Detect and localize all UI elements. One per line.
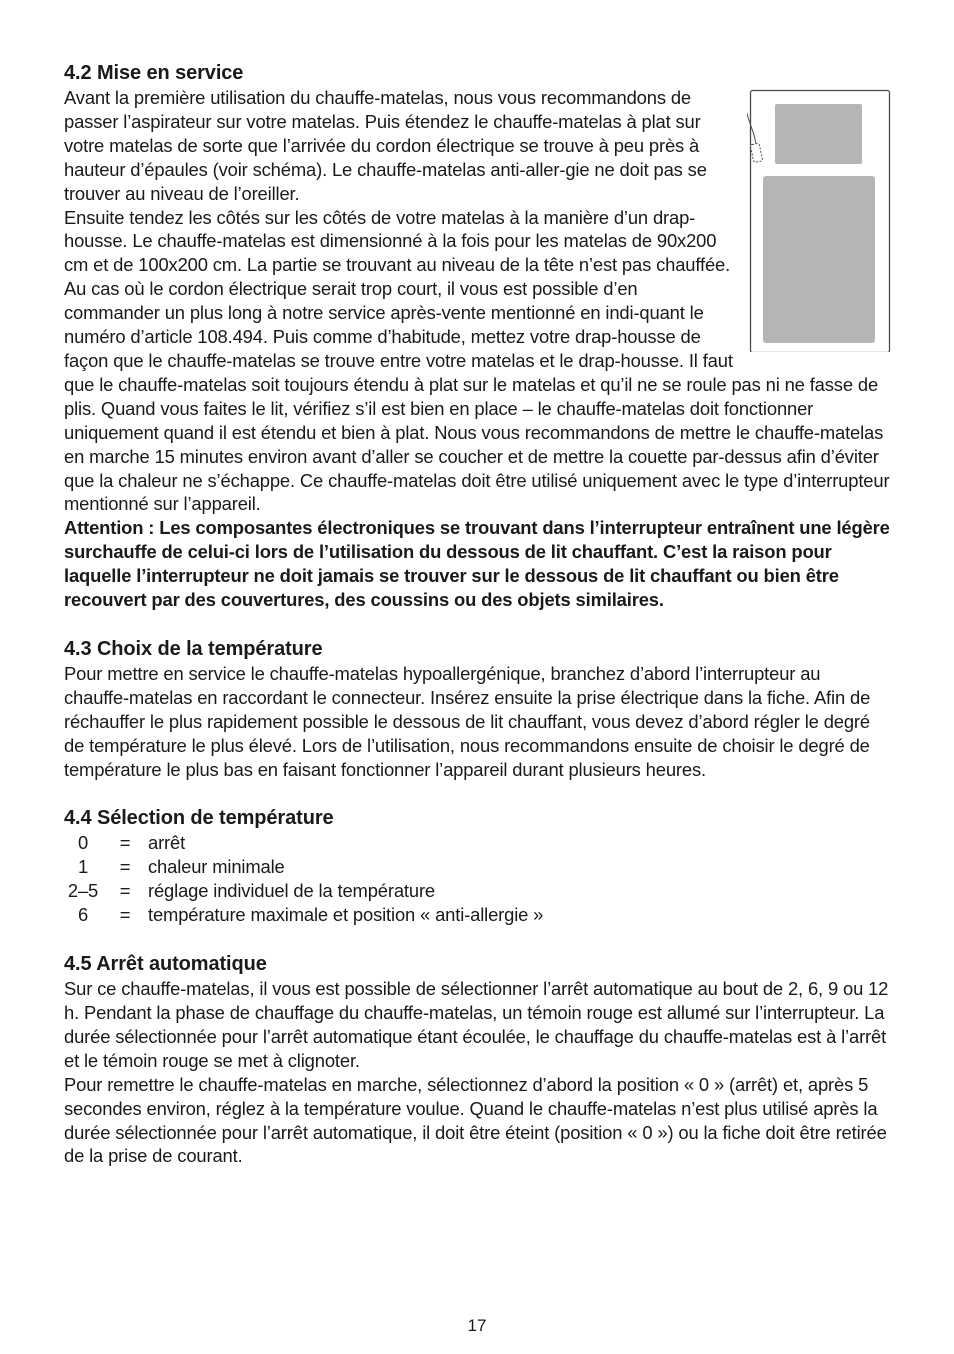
attention-warning: Attention : Les composantes électroniques se trouvant dans l’interrupteur entraînent une légère surchauffe de celui-ci lors de l’utilisation du dessous de lit chauffant. C’est la raison pour laquelle l’interrupteur ne doit jamais se trouver sur le dessous de lit chauffant ou bien être recouvert par des couvertures, des coussins ou des objets similaires. (64, 517, 890, 611)
section-heading: 4.4 Sélection de température (64, 807, 334, 830)
heated-pad (763, 176, 875, 343)
level-value: 1 (77, 856, 89, 878)
paragraph: Avant la première utilisation du chauffe-matelas, nous vous recommandons de passer l’aspirateur sur votre matelas. Puis étendez le chauffe-matelas à plat sur votre matelas de sorte que l’arrivée du cordon électrique se trouve à peu près à hauteur d’épaules (voir schéma). Le chauffe-matelas anti-aller-gie ne doit pas se trouver au niveau de l’oreiller. (64, 87, 707, 204)
paragraph: Pour remettre le chauffe-matelas en marche, sélectionnez d’abord la position « 0 » (arrêt) et, après 5 secondes environ, réglez à la température voulue. Quand le chauffe-matelas n’est plus utilisé après la durée sélectionnée pour l’arrêt automatique, il doit être éteint (position « 0 ») ou la fiche doit être retirée de la prise de courant. (64, 1073, 887, 1167)
level-value: 2–5 (67, 880, 99, 902)
level-description: arrêt (148, 832, 186, 854)
paragraph: Pour mettre en service le chauffe-matelas hypoallergénique, branchez d’abord l’interrupteur au chauffe-matelas en raccordant le connecteur. Insérez ensuite la prise électrique dans la fiche. Afin de réchauffer le plus rapidement possible le dessous de lit chauffant, vous devez d’abord régler le degré de température le plus élevé. Lors de l’utilisation, nous recommandons ensuite de choisir le degré de température le plus bas en faisant fonctionner l’appareil durant plusieurs heures. (64, 662, 871, 780)
paragraph: Au cas où le cordon électrique serait trop court, il vous est possible d’en commander un plus long à notre service après-vente mentionné en indi-quant le numéro d’article 108.494. Puis comme d’habitude, mettez votre drap-housse de façon que le chauffe-matelas se trouve entre votre matelas et le drap-housse. Il faut que le chauffe-matelas soit toujours étendu à plat sur le matelas et qu’il ne se roule pas ni ne fasse de plis. Quand vous faites le lit, vérifiez s’il est bien en place – le chauffe-matelas doit fonctionner uniquement quand il est étendu et bien à plat. Nous vous recommandons de mettre le chauffe-matelas en marche 15 minutes environ avant d’aller se coucher et de mettre la couette par-dessus afin d’éviter que la chaleur ne s’échappe. Ce chauffe-matelas doit être utilisé uniquement avec le type d’interrupteur mentionné sur l’appareil. (64, 278, 890, 515)
section-choix-temperature (64, 636, 890, 782)
section-arret-automatique (64, 951, 890, 1168)
equals-sign: = (119, 904, 131, 926)
level-description: chaleur minimale (148, 856, 285, 878)
table-row (64, 879, 543, 903)
table-row (64, 831, 543, 855)
section-heading: 4.3 Choix de la température (64, 637, 323, 660)
level-description: température maximale et position « anti-allergie » (148, 904, 544, 926)
mattress-diagram (747, 88, 891, 352)
table-row (64, 855, 543, 879)
section-heading: 4.5 Arrêt automatique (64, 953, 267, 976)
paragraph: Sur ce chauffe-matelas, il vous est possible de sélectionner l’arrêt automatique au bout de 2, 6, 9 ou 12 h. Pendant la phase de chauffage du chauffe-matelas, un témoin rouge est allumé sur l’interrupteur. La durée sélectionnée pour l’arrêt automatique étant écoulée, le chauffage du chauffe-matelas est à l’arrêt et le témoin rouge se met à clignoter. (64, 978, 889, 1071)
section-mise-en-service (64, 60, 890, 612)
manual-page (64, 60, 890, 1192)
section-selection-temperature (64, 805, 890, 927)
level-description: réglage individuel de la température (148, 880, 435, 902)
level-value: 0 (77, 832, 89, 854)
mattress-diagram-icon (747, 88, 891, 352)
temperature-table (64, 831, 543, 927)
level-value: 6 (77, 904, 89, 926)
head-pad (775, 104, 862, 164)
equals-sign: = (119, 880, 131, 902)
paragraph: Ensuite tendez les côtés sur les côtés de votre matelas à la manière d’un drap-housse. Le chauffe-matelas est dimensionné à la fois pour les matelas de 90x200 cm et de 100x200 cm. La partie se trouvant au niveau de la tête n’est pas chauffée. (64, 206, 731, 276)
equals-sign: = (119, 856, 131, 878)
table-row (64, 903, 543, 927)
equals-sign: = (119, 832, 131, 854)
section-heading: 4.2 Mise en service (64, 62, 244, 84)
page-number: 17 (467, 1316, 487, 1335)
